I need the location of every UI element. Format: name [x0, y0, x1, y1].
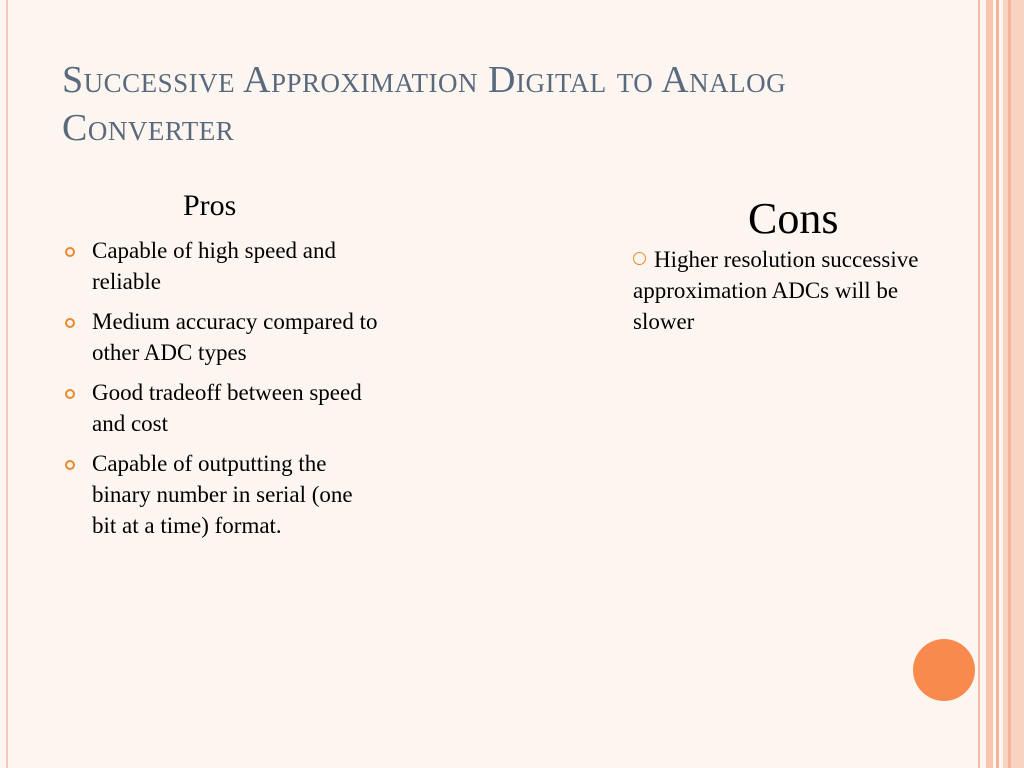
cons-item-text: Higher resolution successive approximation ADCs will be slower	[633, 247, 919, 334]
orange-circle-decoration-icon	[913, 639, 975, 701]
cons-list-item	[633, 244, 953, 337]
pros-list-item	[62, 377, 382, 439]
right-stripe	[986, 0, 993, 768]
pros-list	[62, 235, 382, 550]
bullet-icon	[65, 247, 75, 257]
pros-list-item	[62, 448, 382, 541]
left-border-line	[6, 0, 8, 768]
pros-item-text: Capable of outputting the binary number in serial (one bit at a time) format.	[92, 451, 353, 538]
pros-item-text: Capable of high speed and reliable	[92, 238, 336, 294]
right-stripe	[978, 0, 980, 768]
pros-list-item	[62, 306, 382, 368]
right-stripe	[1008, 0, 1011, 768]
bullet-icon	[65, 389, 75, 399]
right-stripe	[996, 0, 999, 768]
right-stripe	[1003, 0, 1024, 768]
slide-title: Successive Approximation Digital to Analog Converter	[62, 59, 787, 149]
cons-heading: Cons	[748, 194, 839, 243]
bullet-icon	[65, 460, 75, 470]
pros-item-text: Medium accuracy compared to other ADC types	[92, 309, 378, 365]
bullet-icon	[65, 318, 75, 328]
bullet-icon	[633, 252, 646, 265]
pros-list-item	[62, 235, 382, 297]
pros-item-text: Good tradeoff between speed and cost	[92, 380, 362, 436]
pros-heading: Pros	[183, 189, 237, 222]
